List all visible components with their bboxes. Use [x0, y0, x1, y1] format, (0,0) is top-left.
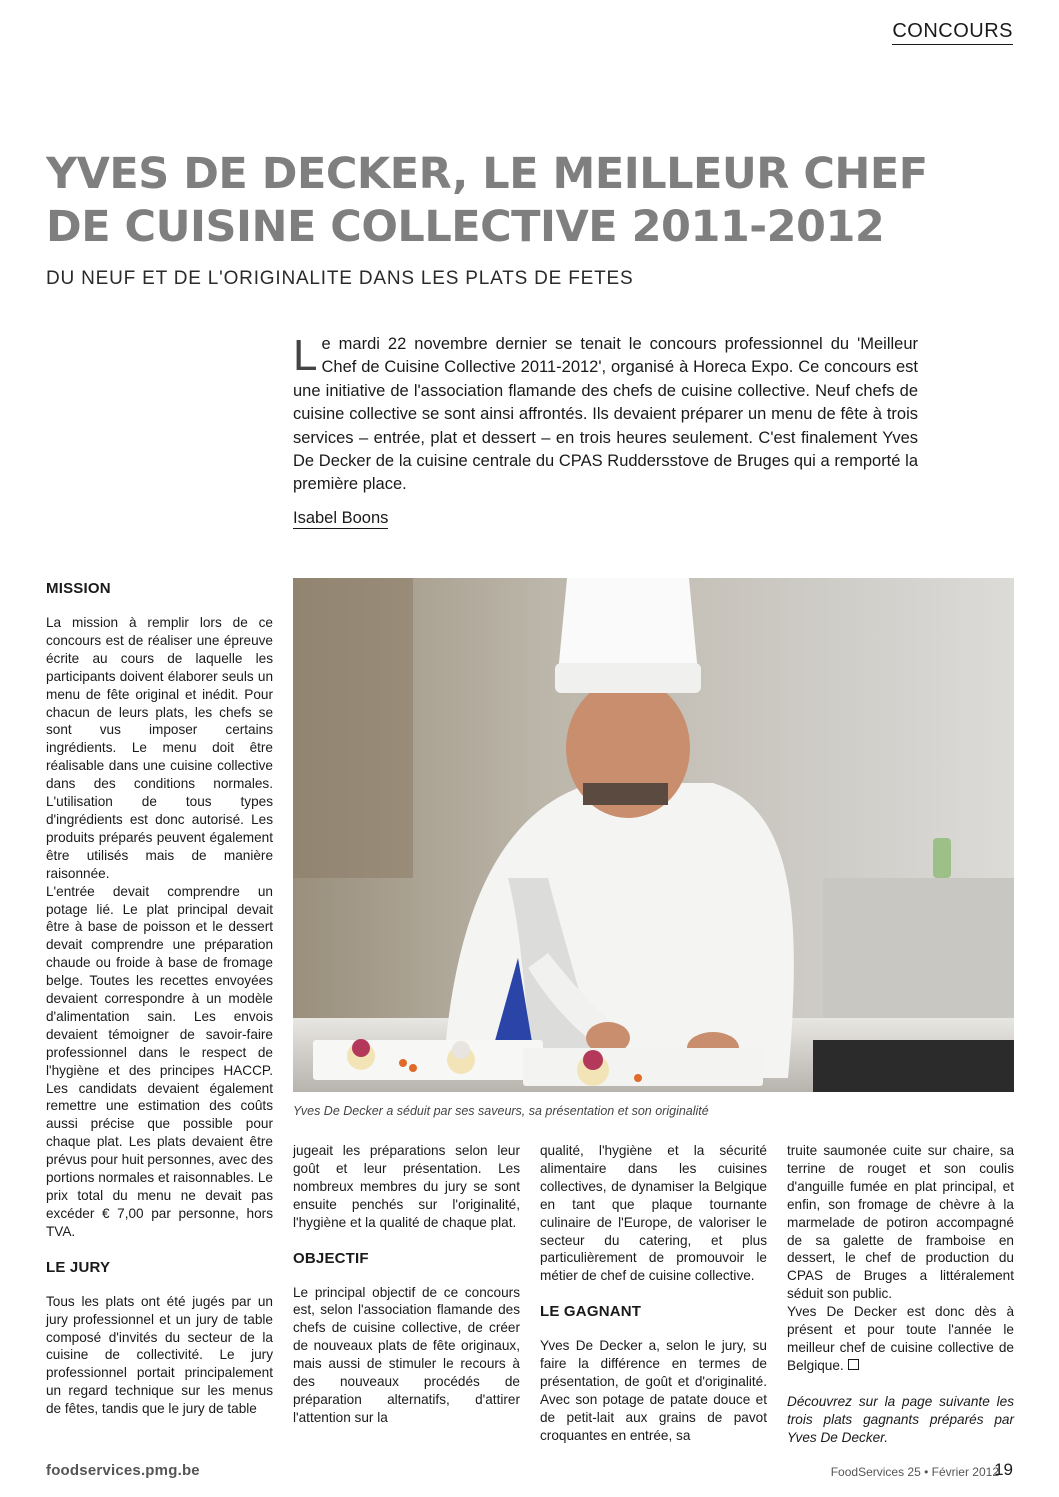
end-square-icon: [848, 1359, 859, 1370]
article-title: [46, 148, 946, 254]
article-author: Isabel Boons: [293, 509, 389, 527]
outro-note: Découvrez sur la page suivante les trois plats gagnants préparés par Yves De Decker.: [787, 1393, 1014, 1445]
paragraph: L'entrée devait comprendre un potage lié. Le plat principal devait être à base de poisson et le dessert devait comprendre une préparation chaude ou froide à base de fromage belge. Toutes les recettes envoyées devaient correspondre à un modèle d'alimentation sain. Les envois devaient témoigner de savoir-faire professionnel dans le respect de l'hygiène et des principes HACCP. Les candidats devaient également remettre une estimation des coûts aussi précise que possible pour chaque plat. Les plats devaient être prévus pour huit personnes, avec des portions normales et raisonnables. Le prix total du menu ne devait pas excéder € 7,00 par personne, hors TVA.: [46, 883, 273, 1239]
section-tag: CONCOURS: [892, 20, 1013, 45]
paragraph: truite saumonée cuite sur chaire, sa terrine de rouget et son coulis d'anguille fumée en plat principal, et enfin, son fromage de chèvre à la marmelade de potiron accompagné de sa galette de framboise en dessert, le chef de production du CPAS de Bruges a littéralement séduit son public.: [787, 1143, 1014, 1302]
column-4: [787, 1142, 1014, 1447]
paragraph-text: Yves De Decker est donc dès à présent et pour toute l'année le meilleur chef de cuisine collective de Belgique.: [787, 1304, 1014, 1373]
paragraph: [787, 1303, 1014, 1375]
heading-objectif: OBJECTIF: [293, 1249, 369, 1267]
article-subtitle: DU NEUF ET DE L'ORIGINALITE DANS LES PLATS DE FETES: [46, 268, 634, 289]
title-line-2: DE CUISINE COLLECTIVE 2011-2012: [46, 202, 885, 252]
paragraph: La mission à remplir lors de ce concours est de réaliser une épreuve écrite au cours de laquelle les participants doivent élaborer seuls un menu de fête original et inédit. Pour chacun de leurs plats, les chefs se sont vus imposer certains ingrédients. Le menu doit être réalisable dans une cuisine collective dans des conditions normales. L'utilisation de tous types d'ingrédients est donc autorisé. Les produits préparés peuvent également être utilisés mais de manière raisonnée.: [46, 615, 273, 881]
paragraph: Le principal objectif de ce concours est, selon l'association flamande des chefs de cuisine collective, de créer de nouveaux plats de fête originaux, mais aussi de stimuler le recours à des nouveaux procédés de préparation alternatifs, d'attirer l'attention sur la: [293, 1284, 520, 1425]
page-number: 19: [994, 1460, 1013, 1479]
drop-cap: L: [293, 331, 318, 380]
heading-jury: LE JURY: [46, 1258, 111, 1276]
paragraph: jugeait les préparations selon leur goût et leur présentation. Les nombreux membres du jury se sont ensuite penchés sur l'originalité, l'hygiène et la qualité de chaque plat.: [293, 1143, 520, 1230]
chef-photo: [293, 578, 1014, 1092]
article-intro: [293, 333, 918, 497]
intro-text: e mardi 22 novembre dernier se tenait le concours professionnel du 'Meilleur Chef de Cuisine Collective 2011-2012', organisé à Horeca Expo. Ce concours est une initiative de l'association flamande des chefs de cuisine collective. Neuf chefs de cuisine collective se sont ainsi affrontés. Ils devaient préparer un menu de fête à trois services – entrée, plat et dessert – en trois heures seulement. C'est finalement Yves De Decker de la cuisine centrale du CPAS Ruddersstove de Bruges qui a remporté la première place.: [293, 335, 918, 494]
column-1: [46, 580, 273, 1418]
column-3: [540, 1142, 767, 1445]
title-line-1: YVES DE DECKER, LE MEILLEUR CHEF: [46, 149, 928, 199]
heading-mission: MISSION: [46, 580, 111, 597]
paragraph: qualité, l'hygiène et la sécurité alimentaire dans les cuisines collectives, de dynamiser la Belgique en tant que plaque tournante culinaire de l'Europe, de valoriser le secteur du catering, et plus particulièrement de promouvoir le métier de chef de cuisine collective.: [540, 1143, 767, 1284]
photo-caption: Yves De Decker a séduit par ses saveurs, sa présentation et son originalité: [293, 1104, 709, 1118]
footer-issue: FoodServices 25 • Février 2012: [830, 1465, 999, 1479]
paragraph: Tous les plats ont été jugés par un jury professionnel et un jury de table composé d'invités du secteur de la cuisine de collectivité. Le jury professionnel portait principalement un regard technique sur les menus de fêtes, tandis que le jury de table: [46, 1293, 273, 1417]
column-2: [293, 1142, 520, 1427]
paragraph: Yves De Decker a, selon le jury, su faire la différence en termes de présentation, de goût et d'originalité. Avec son potage de patate douce et de petit-lait aux grains de pavot croquantes en entrée, sa: [540, 1338, 767, 1443]
chef-photo-illustration: [293, 578, 1014, 1092]
heading-gagnant: LE GAGNANT: [540, 1303, 642, 1321]
footer-website[interactable]: foodservices.pmg.be: [46, 1462, 200, 1479]
